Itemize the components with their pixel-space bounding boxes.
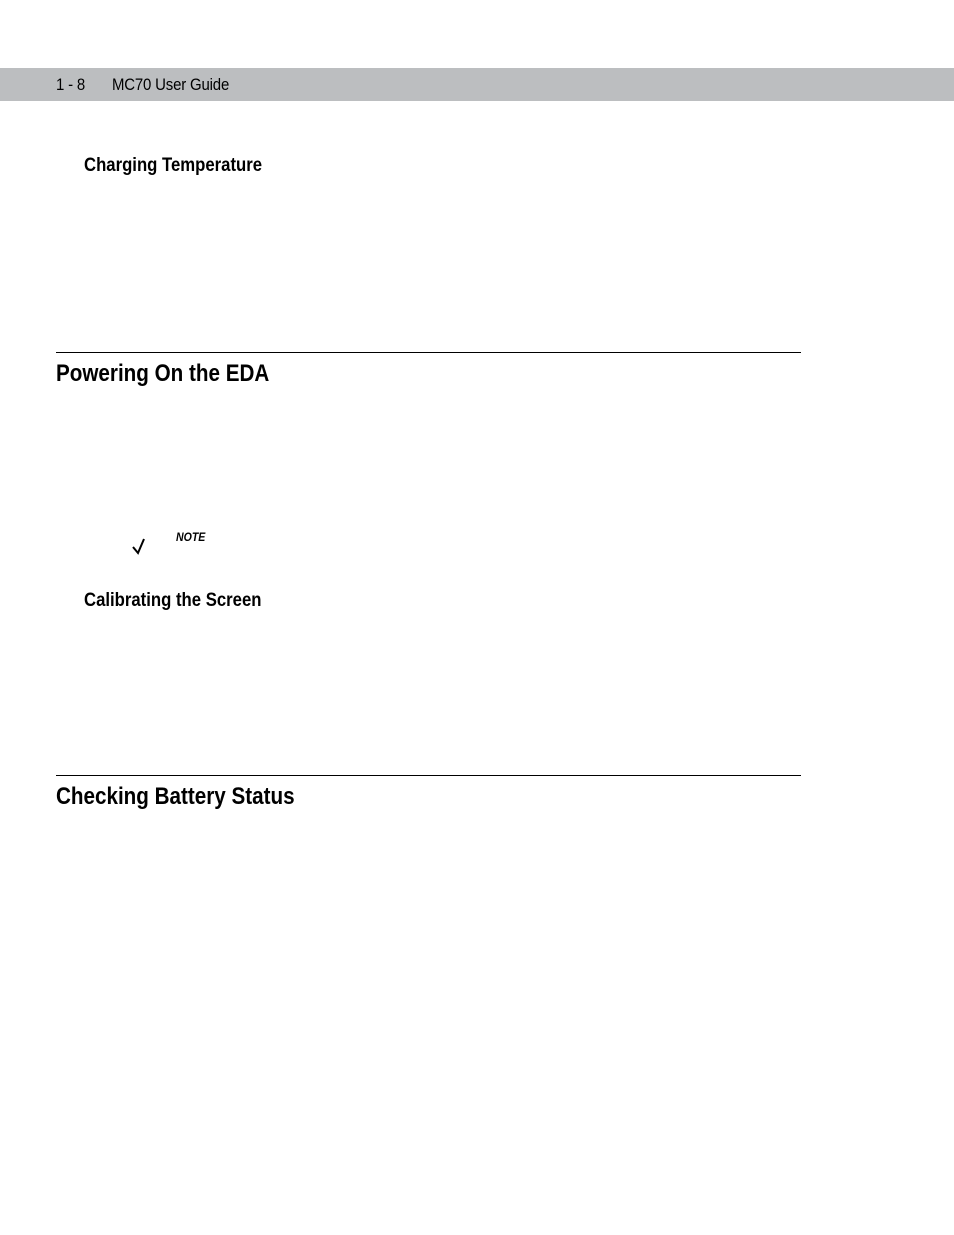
note-label: NOTE <box>176 530 206 544</box>
page-number: 1 - 8 <box>56 75 86 94</box>
subheading-calibrating-screen: Calibrating the Screen <box>84 590 262 611</box>
subheading-charging-temperature: Charging Temperature <box>84 155 263 176</box>
checkmark-icon <box>131 535 155 559</box>
heading-checking-battery-status: Checking Battery Status <box>56 783 295 810</box>
section-divider-powering-on <box>56 352 801 353</box>
document-title: MC70 User Guide <box>112 75 230 94</box>
heading-powering-on: Powering On the EDA <box>56 360 270 387</box>
section-divider-battery-status <box>56 775 801 776</box>
